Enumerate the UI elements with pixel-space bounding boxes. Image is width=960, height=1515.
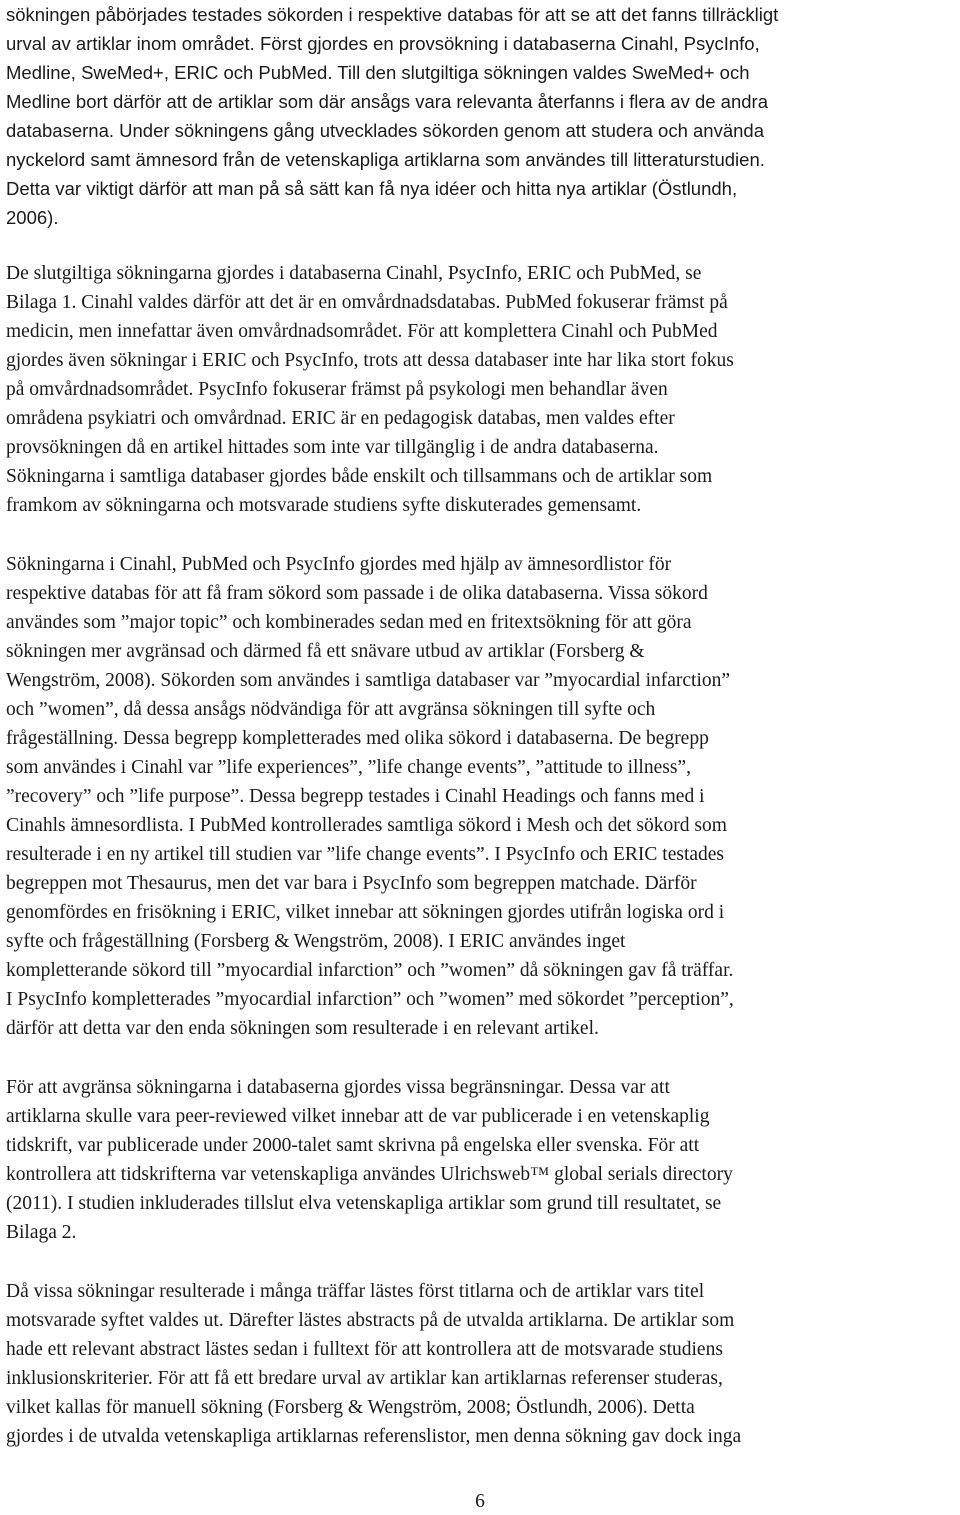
text-line: kontrollera att tidskrifterna var vetenskapliga användes Ulrichsweb™ global serials directory [6,1164,733,1185]
text-line: respektive databas för att få fram sökord som passade i de olika databaserna. Vissa sökord [6,583,708,604]
page-number: 6 [475,1491,485,1512]
text-line: nyckelord samt ämnesord från de vetenskapliga artiklarna som användes till litteraturstudien. [6,149,765,170]
text-line: Medline, SweMed+, ERIC och PubMed. Till den slutgiltiga sökningen valdes SweMed+ och [6,62,750,83]
text-line: De slutgiltiga sökningarna gjordes i databaserna Cinahl, PsycInfo, ERIC och PubMed, se [6,263,702,284]
text-line: gjordes även sökningar i ERIC och PsycInfo, trots att dessa databaser inte har lika stort fokus [6,350,734,371]
text-line: hade ett relevant abstract lästes sedan i fulltext för att kontrollera att de motsvarade studiens [6,1339,723,1360]
text-line: Bilaga 2. [6,1222,77,1243]
text-line: frågeställning. Dessa begrepp kompletterades med olika sökord i databaserna. De begrepp [6,728,709,749]
text-line: begreppen mot Thesaurus, men det var bara i PsycInfo som begreppen matchade. Därför [6,873,697,894]
text-line: Sökningarna i samtliga databaser gjordes både enskilt och tillsammans och de artiklar som [6,466,713,487]
text-line: kompletterande sökord till ”myocardial infarction” och ”women” då sökningen gav få träffar. [6,960,734,981]
text-line: databaserna. Under sökningens gång utvecklades sökorden genom att studera och använda [6,120,764,141]
text-line: medicin, men innefattar även omvårdnadsområdet. För att komplettera Cinahl och PubMed [6,321,718,342]
text-line: sökningen påbörjades testades sökorden i respektive databas för att se att det fanns tillräckligt [6,4,779,25]
text-line: Då vissa sökningar resulterade i många träffar lästes först titlarna och de artiklar vars titel [6,1281,705,1302]
text-line: resulterade i en ny artikel till studien var ”life change events”. I PsycInfo och ERIC testades [6,844,725,865]
text-line: vilket kallas för manuell sökning (Forsberg & Wengström, 2008; Östlundh, 2006). Detta [6,1397,695,1418]
text-line: (2011). I studien inkluderades tillslut elva vetenskapliga artiklar som grund till resultatet, se [6,1193,722,1214]
text-line: genomfördes en frisökning i ERIC, vilket innebar att sökningen gjordes utifrån logiska ord i [6,902,725,923]
text-line: Cinahls ämnesordlista. I PubMed kontrollerades samtliga sökord i Mesh och det sökord som [6,815,727,836]
text-line: användes som ”major topic” och kombinerades sedan med en fritextsökning för att göra [6,612,692,633]
text-line: tidskrift, var publicerade under 2000-talet samt skrivna på engelska eller svenska. För att [6,1135,700,1156]
text-line: Medline bort därför att de artiklar som där ansågs vara relevanta återfanns i flera av de andra [6,91,768,112]
paragraph-limitations [6,1073,960,1247]
paragraph-search-intro [6,0,960,232]
text-line: artiklarna skulle vara peer-reviewed vilket innebar att de var publicerade i en vetenskaplig [6,1106,710,1127]
text-line: För att avgränsa sökningarna i databaserna gjordes vissa begränsningar. Dessa var att [6,1077,670,1098]
text-line: på omvårdnadsområdet. PsycInfo fokuserar främst på psykologi men behandlar även [6,379,668,400]
paragraph-search-terms [6,550,960,1043]
text-line: sökningen mer avgränsad och därmed få ett snävare utbud av artiklar (Forsberg & [6,641,645,662]
text-line: Sökningarna i Cinahl, PubMed och PsycInfo gjordes med hjälp av ämnesordlistor för [6,554,672,575]
text-line: motsvarade syftet valdes ut. Därefter lästes abstracts på de utvalda artiklarna. De artiklar som [6,1310,735,1331]
text-line: urval av artiklar inom området. Först gjordes en provsökning i databaserna Cinahl, PsycInfo, [6,33,760,54]
paragraph-databases [6,259,960,520]
text-line: därför att detta var den enda sökningen som resulterade i en relevant artikel. [6,1018,599,1039]
text-line: som användes i Cinahl var ”life experiences”, ”life change events”, ”attitude to illness”, [6,757,691,778]
text-line: och ”women”, då dessa ansågs nödvändiga för att avgränsa sökningen till syfte och [6,699,656,720]
text-line: framkom av sökningarna och motsvarade studiens syfte diskuterades gemensamt. [6,495,642,516]
text-line: inklusionskriterier. För att få ett bredare urval av artiklar kan artiklarnas referenser studeras, [6,1368,723,1389]
text-line: gjordes i de utvalda vetenskapliga artiklarnas referenslistor, men denna sökning gav dock inga [6,1426,742,1447]
paragraph-selection [6,1277,960,1451]
text-line: provsökningen då en artikel hittades som inte var tillgänglig i de andra databaserna. [6,437,659,458]
text-line: I PsycInfo kompletterades ”myocardial infarction” och ”women” med sökordet ”perception”, [6,989,734,1010]
text-line: Wengström, 2008). Sökorden som användes i samtliga databaser var ”myocardial infarction” [6,670,731,691]
text-line: områdena psykiatri och omvårdnad. ERIC är en pedagogisk databas, men valdes efter [6,408,675,429]
text-line: Bilaga 1. Cinahl valdes därför att det är en omvårdnadsdatabas. PubMed fokuserar främst på [6,292,728,313]
text-line: 2006). [6,207,59,228]
text-line: syfte och frågeställning (Forsberg & Wengström, 2008). I ERIC användes inget [6,931,626,952]
text-line: Detta var viktigt därför att man på så sätt kan få nya idéer och hitta nya artiklar (Östlundh, [6,178,738,199]
text-line: ”recovery” och ”life purpose”. Dessa begrepp testades i Cinahl Headings och fanns med i [6,786,705,807]
